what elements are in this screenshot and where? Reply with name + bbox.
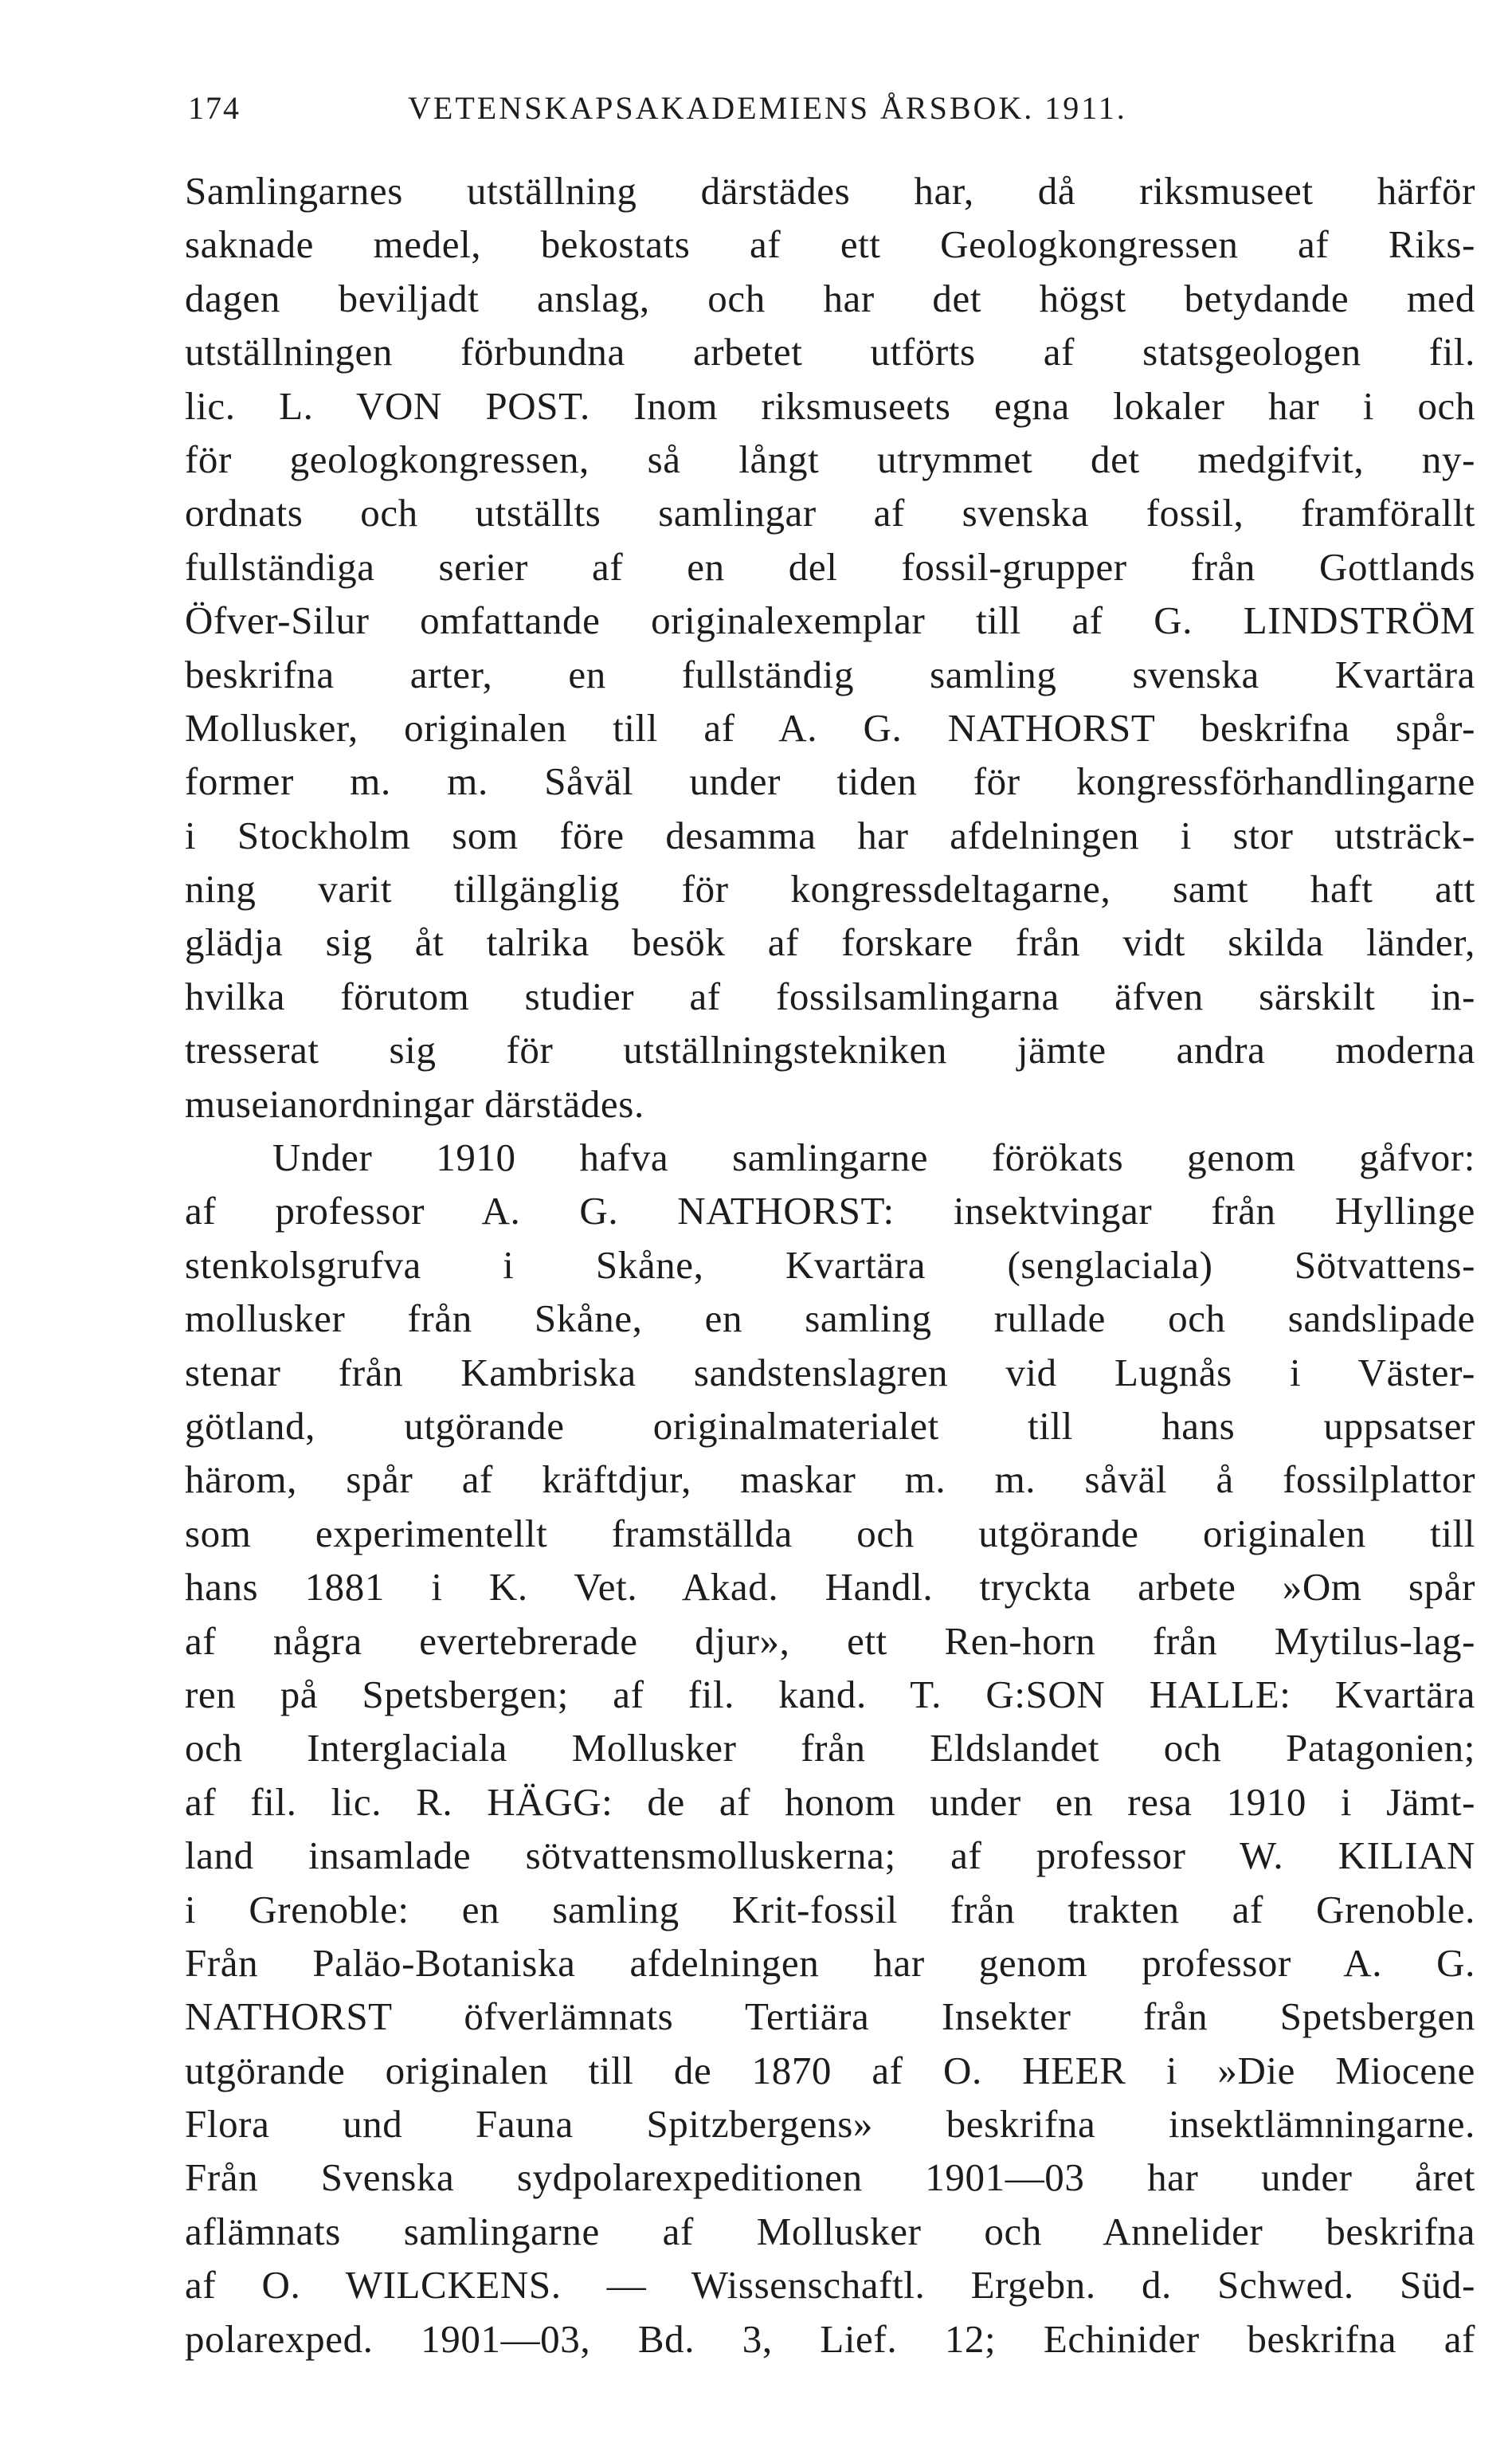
- text-line: af fil. lic. R. HÄGG: de af honom under en resa 1910 i Jämt-: [185, 1779, 1475, 1824]
- text-line: Samlingarnes utställning därstädes har, då riksmuseet härför: [185, 169, 1475, 213]
- text-line: i Grenoble: en samling Krit-fossil från trakten af Grenoble.: [185, 1887, 1475, 1931]
- text-line: former m. m. Såväl under tiden för kongressförhandlingarne: [185, 759, 1475, 804]
- text-line: tresserat sig för utställningstekniken jämte andra moderna: [185, 1028, 1475, 1072]
- text-line: för geologkongressen, så långt utrymmet det medgifvit, ny-: [185, 437, 1475, 481]
- text-line: stenkolsgrufva i Skåne, Kvartära (senglaciala) Sötvattens-: [185, 1242, 1475, 1287]
- text-line: glädja sig åt talrika besök af forskare från vidt skilda länder,: [185, 920, 1475, 965]
- text-line: ren på Spetsbergen; af fil. kand. T. G:SON HALLE: Kvartära: [185, 1672, 1475, 1716]
- text-line: Mollusker, originalen till af A. G. NATHORST beskrifna spår-: [185, 705, 1475, 750]
- text-line: i Stockholm som före desamma har afdelningen i stor utsträck-: [185, 813, 1475, 857]
- text-line: och Interglaciala Mollusker från Eldslandet och Patagonien;: [185, 1726, 1475, 1770]
- text-line: beskrifna arter, en fullständig samling svenska Kvartära: [185, 652, 1475, 696]
- text-line: utställningen förbundna arbetet utförts af statsgeologen fil.: [185, 330, 1475, 374]
- text-line: stenar från Kambriska sandstenslagren vid Lugnås i Väster-: [185, 1350, 1475, 1394]
- text-line: fullständiga serier af en del fossil-grupper från Gottlands: [185, 544, 1475, 589]
- text-line: af några evertebrerade djur», ett Ren-horn från Mytilus-lag-: [185, 1618, 1475, 1663]
- text-line: Från Paläo-Botaniska afdelningen har genom professor A. G.: [185, 1940, 1475, 1985]
- text-line: Öfver-Silur omfattande originalexemplar till af G. LINDSTRÖM: [185, 598, 1475, 643]
- text-line: hans 1881 i K. Vet. Akad. Handl. tryckta arbete »Om spår: [185, 1565, 1475, 1610]
- text-line: af O. WILCKENS. — Wissenschaftl. Ergebn. d. Schwed. Süd-: [185, 2263, 1475, 2308]
- text-line: mollusker från Skåne, en samling rullade och sandslipade: [185, 1296, 1475, 1341]
- text-line: af professor A. G. NATHORST: insektvingar från Hyllinge: [185, 1189, 1475, 1233]
- text-line: Under 1910 hafva samlingarne förökats genom gåfvor:: [272, 1135, 1475, 1180]
- text-line: polarexped. 1901—03, Bd. 3, Lief. 12; Echinider beskrifna af: [185, 2316, 1475, 2361]
- text-line: götland, utgörande originalmaterialet till hans uppsatser: [185, 1403, 1475, 1448]
- text-line: ning varit tillgänglig för kongressdeltagarne, samt haft att: [185, 867, 1475, 912]
- text-line: lic. L. VON POST. Inom riksmuseets egna lokaler har i och: [185, 383, 1475, 428]
- body-text: [185, 164, 1475, 2366]
- text-line: Från Svenska sydpolarexpeditionen 1901—03 har under året: [185, 2155, 1475, 2200]
- text-line: utgörande originalen till de 1870 af O. HEER i »Die Miocene: [185, 2048, 1475, 2092]
- text-line: Flora und Fauna Spitzbergens» beskrifna insektlämningarne.: [185, 2102, 1475, 2147]
- text-line: hvilka förutom studier af fossilsamlingarna äfven särskilt in-: [185, 974, 1475, 1018]
- text-line: saknade medel, bekostats af ett Geologkongressen af Riks-: [185, 222, 1475, 267]
- page-header: [188, 89, 1472, 134]
- running-title: VETENSKAPSAKADEMIENS ÅRSBOK. 1911.: [408, 90, 1127, 126]
- text-line: som experimentellt framställda och utgörande originalen till: [185, 1511, 1475, 1555]
- text-line: land insamlade sötvattensmolluskerna; af professor W. KILIAN: [185, 1833, 1475, 1878]
- text-line: NATHORST öfverlämnats Tertiära Insekter från Spetsbergen: [185, 1994, 1475, 2039]
- text-line: dagen beviljadt anslag, och har det högst betydande med: [185, 276, 1475, 320]
- page-number: 174: [188, 90, 241, 126]
- text-line: härom, spår af kräftdjur, maskar m. m. såväl å fossilplattor: [185, 1457, 1475, 1502]
- text-line: ordnats och utställts samlingar af svenska fossil, framförallt: [185, 491, 1475, 535]
- text-line: museianordningar därstädes.: [185, 1081, 644, 1126]
- text-line: aflämnats samlingarne af Mollusker och Annelider beskrifna: [185, 2209, 1475, 2253]
